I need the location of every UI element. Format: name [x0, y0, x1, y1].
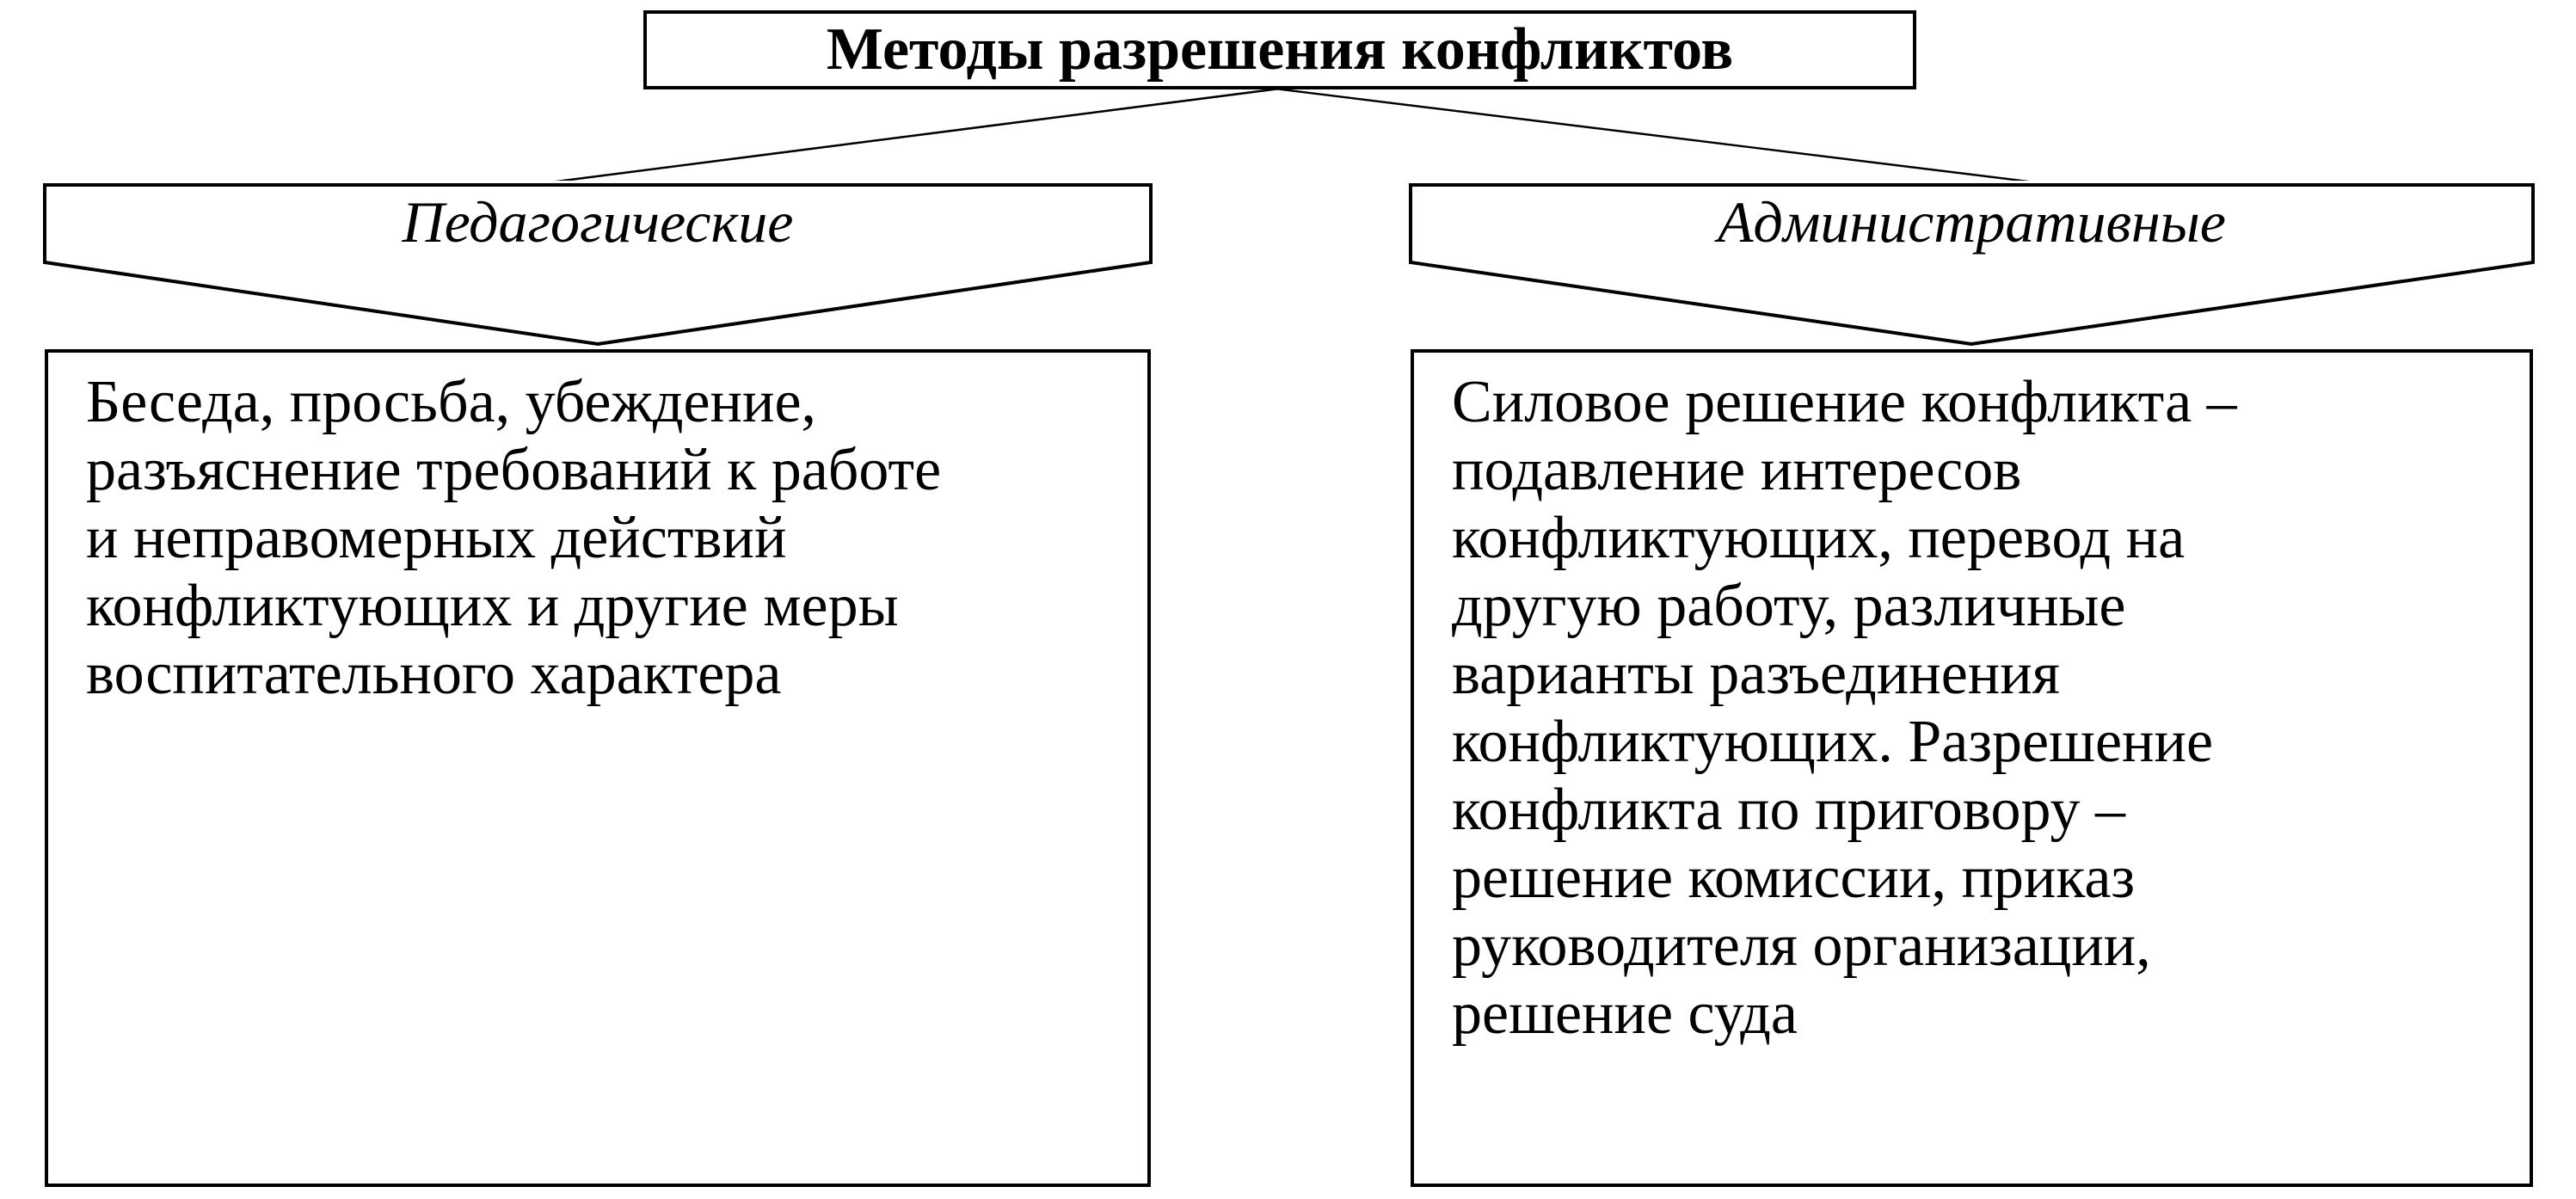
- branch-label-administrative: Административные: [1718, 189, 2226, 255]
- text-line: Силовое решение конфликта –: [1452, 369, 2237, 435]
- text-line: решение суда: [1452, 981, 1798, 1047]
- connector-left: [555, 89, 1282, 181]
- text-line: другую работу, различные: [1452, 573, 2126, 639]
- methods-box-pedagogical: [45, 349, 1151, 1187]
- text-line: воспитательного характера: [86, 641, 782, 707]
- text-line: решение комиссии, приказ: [1452, 845, 2136, 911]
- branch-label-pedagogical: Педагогические: [402, 189, 794, 255]
- text-line: и неправомерных действий: [86, 505, 787, 571]
- methods-box-administrative: [1411, 349, 2533, 1187]
- text-line: конфликтующих, перевод на: [1452, 505, 2186, 571]
- title-box: [643, 10, 1916, 89]
- diagram-title: Методы разрешения конфликтов: [826, 16, 1734, 83]
- text-line: руководителя организации,: [1452, 913, 2151, 979]
- text-line: варианты разъединения: [1452, 641, 2060, 707]
- text-line: Беседа, просьба, убеждение,: [86, 369, 817, 435]
- text-line: конфликтующих и другие меры: [86, 573, 899, 639]
- text-line: подавление интересов: [1452, 437, 2022, 503]
- connector-right: [1273, 89, 2030, 181]
- text-line: конфликтующих. Разрешение: [1452, 709, 2214, 775]
- text-line: разъяснение требований к работе: [86, 437, 942, 503]
- text-line: конфликта по приговору –: [1452, 777, 2126, 843]
